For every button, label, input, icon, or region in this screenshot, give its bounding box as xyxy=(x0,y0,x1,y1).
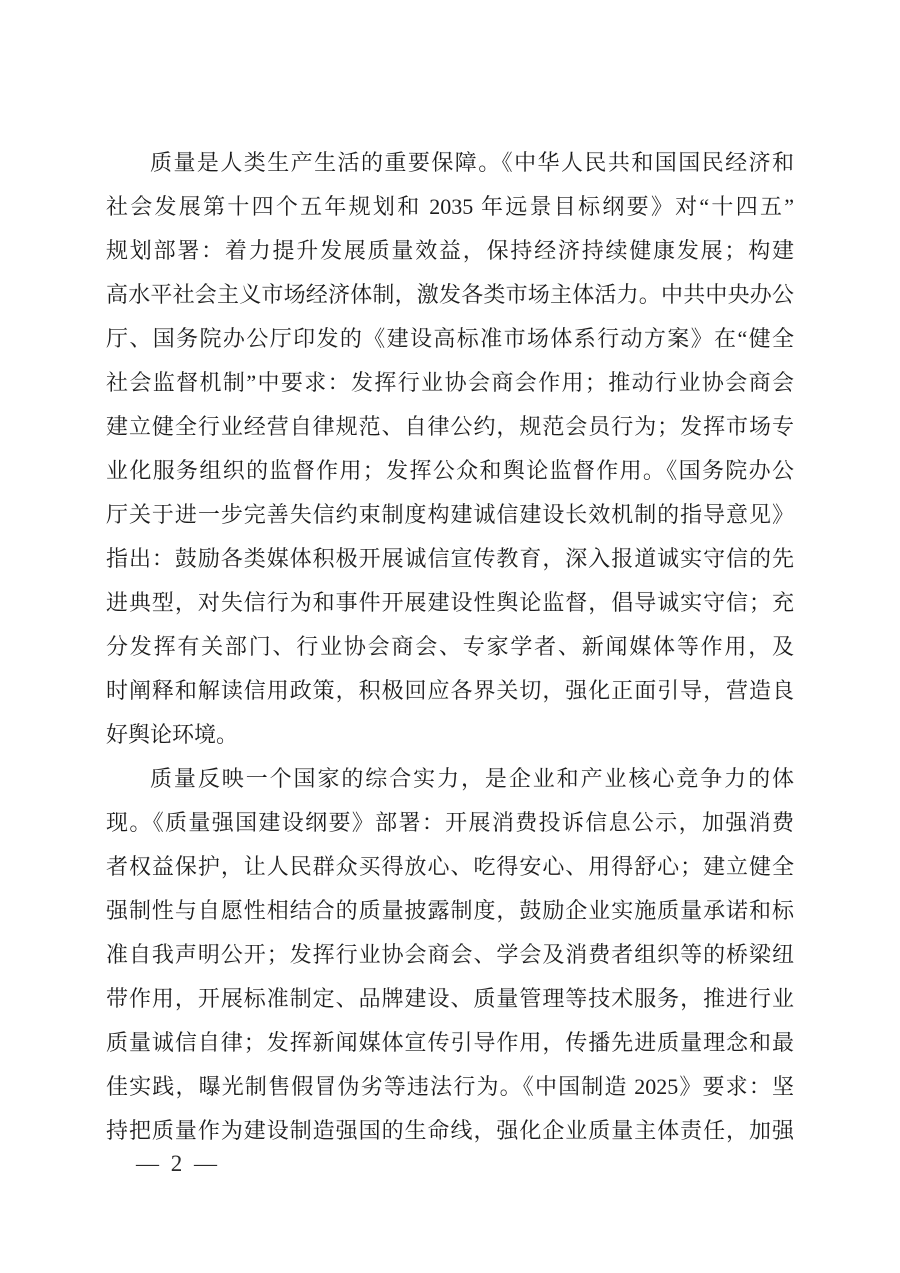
text-line: 建立健全行业经营自律规范、自律公约，规范会员行为；发挥市场专 xyxy=(106,414,794,439)
text-line: 质量诚信自律；发挥新闻媒体宣传引导作用，传播先进质量理念和最 xyxy=(106,1030,794,1055)
paragraph-1 xyxy=(106,141,794,757)
text-line: 规划部署：着力提升发展质量效益，保持经济持续健康发展；构建 xyxy=(106,238,794,263)
text-line: 持把质量作为建设制造强国的生命线，强化企业质量主体责任，加强 xyxy=(106,1118,794,1143)
text-line: 厅、国务院办公厅印发的《建设高标准市场体系行动方案》在“健全 xyxy=(106,326,794,351)
text-line: 指出：鼓励各类媒体积极开展诚信宣传教育，深入报道诚实守信的先 xyxy=(106,546,794,571)
text-line: 业化服务组织的监督作用；发挥公众和舆论监督作用。《国务院办公 xyxy=(106,458,794,483)
page-number: — 2 — xyxy=(136,1151,220,1176)
text-line: 分发挥有关部门、行业协会商会、专家学者、新闻媒体等作用，及 xyxy=(106,634,794,659)
text-line: 好舆论环境。 xyxy=(106,722,239,747)
text-line: 强制性与自愿性相结合的质量披露制度，鼓励企业实施质量承诺和标 xyxy=(106,898,794,923)
text-line: 进典型，对失信行为和事件开展建设性舆论监督，倡导诚实守信；充 xyxy=(106,590,794,615)
text-line: 厅关于进一步完善失信约束制度构建诚信建设长效机制的指导意见》 xyxy=(106,502,794,527)
text-line: 社会发展第十四个五年规划和 2035 年远景目标纲要》对“十四五” xyxy=(106,194,794,219)
text-line: 质量反映一个国家的综合实力，是企业和产业核心竞争力的体 xyxy=(150,766,794,791)
text-line: 带作用，开展标准制定、品牌建设、质量管理等技术服务，推进行业 xyxy=(106,986,794,1011)
text-line: 佳实践，曝光制售假冒伪劣等违法行为。《中国制造 2025》要求：坚 xyxy=(106,1074,794,1099)
text-line: 者权益保护，让人民群众买得放心、吃得安心、用得舒心；建立健全 xyxy=(106,854,794,879)
text-line: 准自我声明公开；发挥行业协会商会、学会及消费者组织等的桥梁纽 xyxy=(106,942,794,967)
text-line: 时阐释和解读信用政策，积极回应各界关切，强化正面引导，营造良 xyxy=(106,678,794,703)
text-line: 质量是人类生产生活的重要保障。《中华人民共和国国民经济和 xyxy=(150,150,794,175)
text-line: 社会监督机制”中要求：发挥行业协会商会作用；推动行业协会商会 xyxy=(106,370,794,395)
document-body xyxy=(106,141,794,1153)
paragraph-2 xyxy=(106,757,794,1153)
text-line: 高水平社会主义市场经济体制，激发各类市场主体活力。中共中央办公 xyxy=(106,282,794,307)
text-line: 现。《质量强国建设纲要》部署：开展消费投诉信息公示，加强消费 xyxy=(106,810,794,835)
